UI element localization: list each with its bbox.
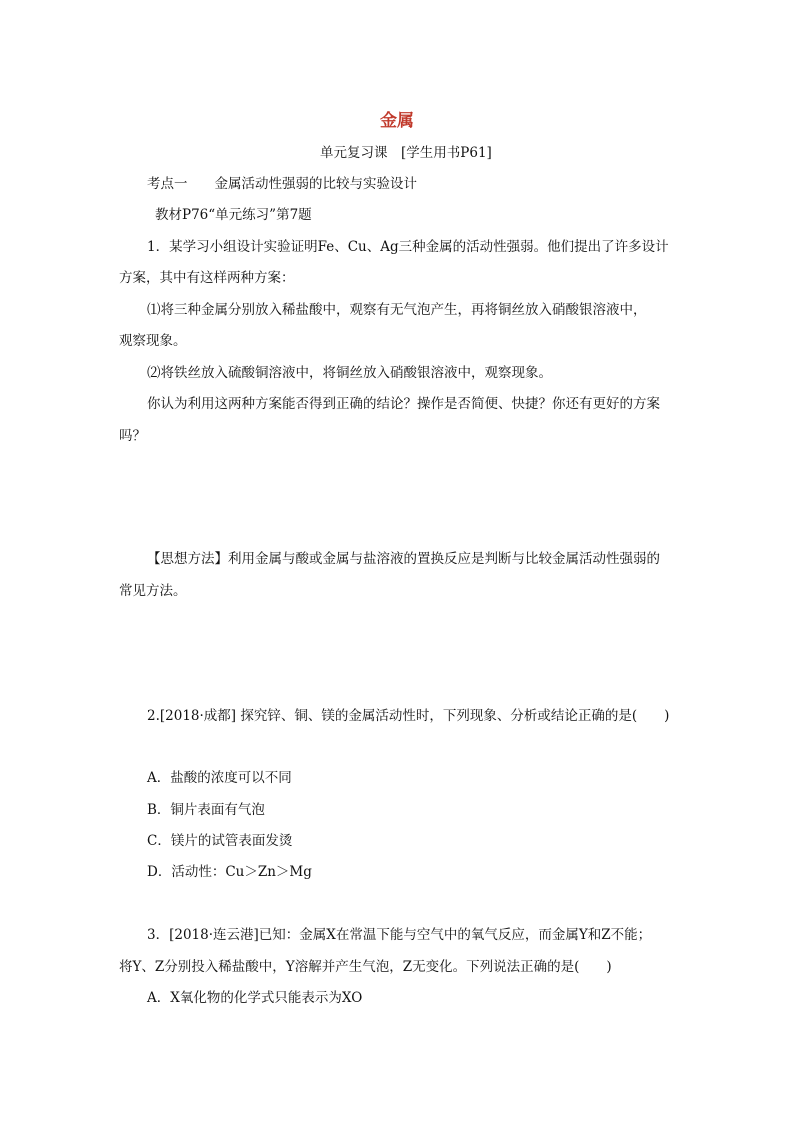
q2-option-c: C．镁片的试管表面发烫: [147, 833, 293, 849]
q1-stem-line2: 方案，其中有这样两种方案：: [119, 270, 295, 286]
source-note: 教材P76“单元练习”第7题: [155, 207, 312, 223]
q2-stem: 2.[2018·成都] 探究锌、铜、镁的金属活动性时，下列现象、分析或结论正确的是( ): [147, 708, 670, 724]
q1-option2: ⑵将铁丝放入硫酸铜溶液中，将铜丝放入硝酸银溶液中，观察现象。: [147, 365, 552, 381]
q1-stem-line1: 1．某学习小组设计实验证明Fe、Cu、Ag三种金属的活动性强弱。他们提出了许多设计: [147, 239, 669, 255]
q2-option-b: B．铜片表面有气泡: [147, 802, 265, 818]
section-heading: 考点一 金属活动性强弱的比较与实验设计: [147, 176, 417, 192]
q1-option1-line1: ⑴将三种金属分别放入稀盐酸中，观察有无气泡产生，再将铜丝放入硝酸银溶液中，: [147, 302, 647, 318]
q1-question-line1: 你认为利用这两种方案能否得到正确的结论？操作是否简便、快捷？你还有更好的方案: [147, 396, 660, 412]
subtitle: 单元复习课 [学生用书P61]: [320, 145, 492, 161]
method-line1: 【思想方法】利用金属与酸或金属与盐溶液的置换反应是判断与比较金属活动性强弱的: [147, 551, 660, 567]
q3-option-a: A．X氧化物的化学式只能表示为XO: [147, 990, 363, 1006]
q2-option-a: A．盐酸的浓度可以不同: [147, 770, 292, 786]
page-title: 金属: [380, 111, 414, 131]
q1-question-line2: 吗？: [119, 428, 146, 444]
q3-stem-line1: 3．[2018·连云港]已知：金属X在常温下能与空气中的氧气反应，而金属Y和Z不能；: [147, 927, 652, 943]
q3-stem-line2: 将Y、Z分别投入稀盐酸中，Y溶解并产生气泡，Z无变化。下列说法正确的是( ): [119, 959, 612, 975]
q1-option1-line2: 观察现象。: [119, 333, 187, 349]
q2-option-d: D．活动性：Cu＞Zn＞Mg: [147, 864, 312, 880]
method-line2: 常见方法。: [119, 583, 187, 599]
